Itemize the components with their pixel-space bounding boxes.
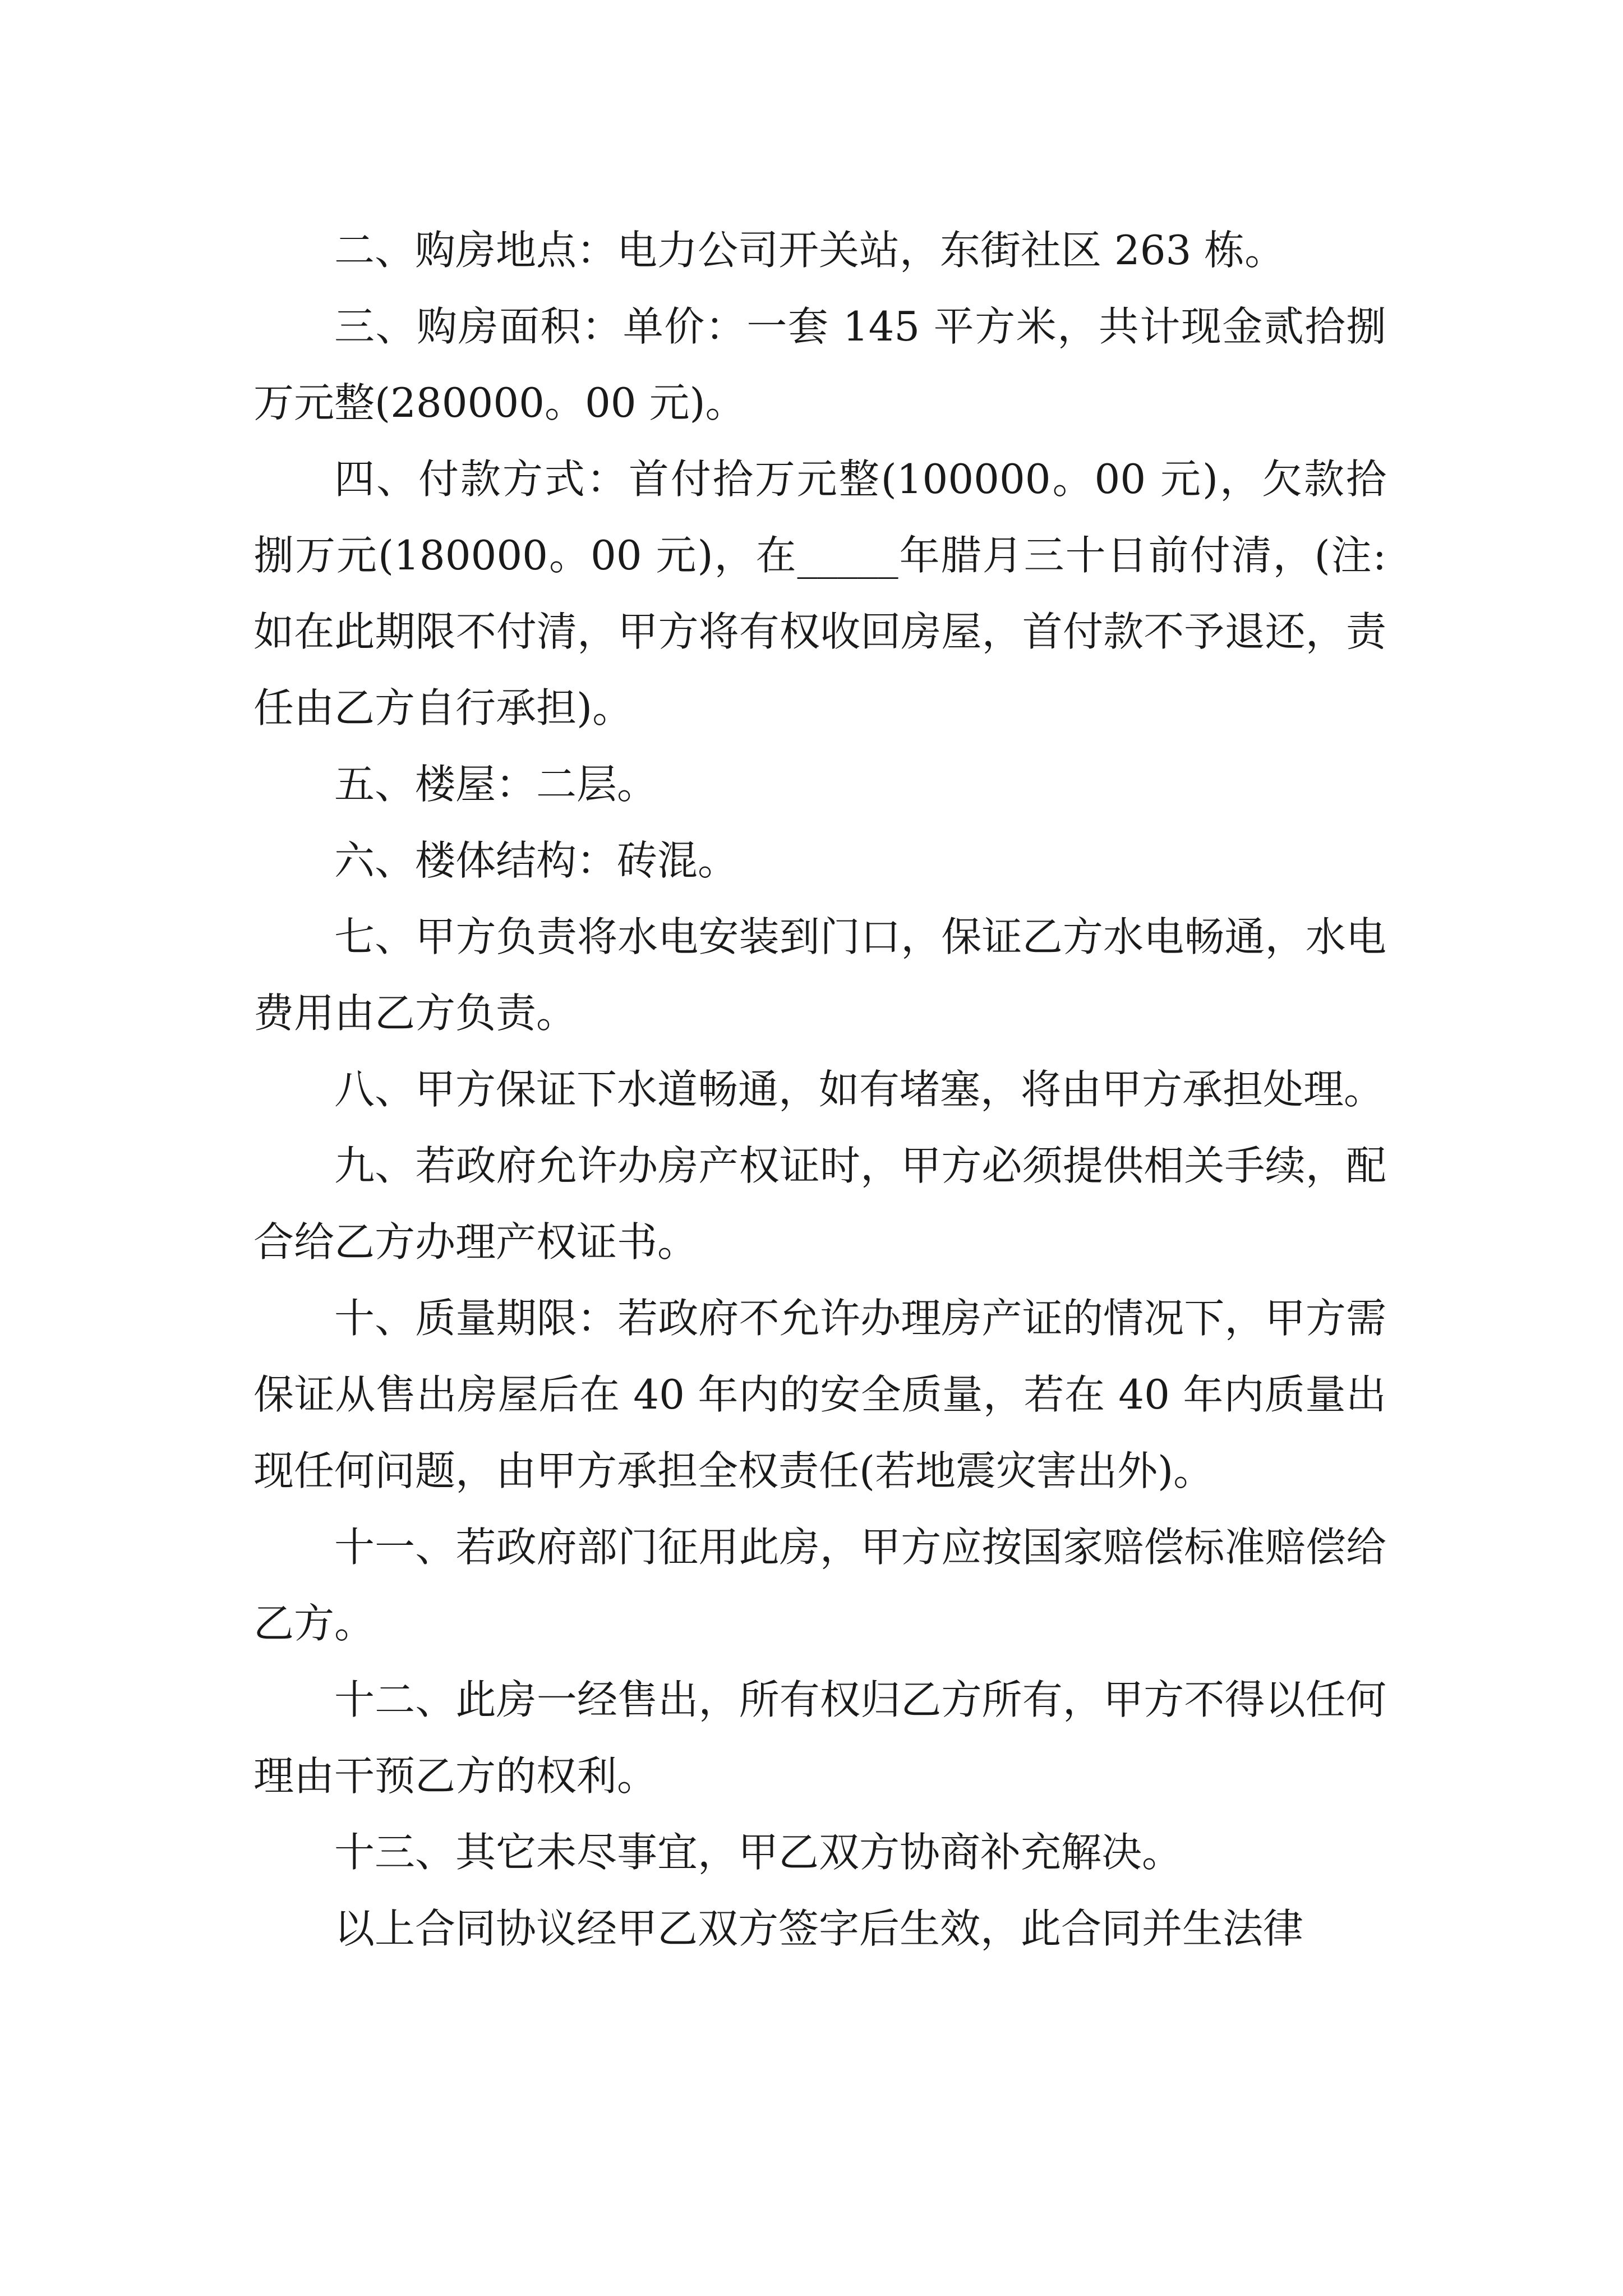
- document-body: [253, 212, 1386, 1967]
- clause-purchase-location: 二、购房地点：电力公司开关站，东街社区 263 栋。: [334, 227, 1285, 274]
- clause-quality-period: 十、质量期限：若政府不允许办理房产证的情况下，甲方需保证从售出房屋后在 40 年内的安全质量，若在 40 年内质量出现任何问题，由甲方承担全权责任(若地震灾害出外)。: [253, 1295, 1386, 1494]
- clause-ownership: 十二、此房一经售出，所有权归乙方所有，甲方不得以任何理由干预乙方的权利。: [253, 1676, 1386, 1800]
- clause-effectiveness: 以上合同协议经甲乙双方签字后生效，此合同并生法律: [334, 1905, 1304, 1952]
- clause-requisition: 十一、若政府部门征用此房，甲方应按国家赔偿标准赔偿给乙方。: [253, 1524, 1386, 1647]
- clause-other-matters: 十三、其它未尽事宜，甲乙双方协商补充解决。: [334, 1829, 1183, 1876]
- clause-purchase-area: 三、购房面积：单价：一套 145 平方米，共计现金贰拾捌万元整(280000。00 元)。: [253, 303, 1386, 426]
- clause-payment-method: 四、付款方式：首付拾万元整(100000。00 元)，欠款拾捌万元(180000。00 元)，在_____年腊月三十日前付清，(注:如在此期限不付清，甲方将有权收回房屋，首付款不予退还，责任由乙方自行承担)。: [253, 455, 1386, 731]
- clause-floor: 五、楼屋：二层。: [334, 761, 658, 808]
- clause-utilities: 七、甲方负责将水电安装到门口，保证乙方水电畅通，水电费用由乙方负责。: [253, 913, 1386, 1037]
- clause-structure: 六、楼体结构：砖混。: [334, 837, 739, 884]
- clause-drainage: 八、甲方保证下水道畅通，如有堵塞，将由甲方承担处理。: [334, 1066, 1385, 1113]
- clause-property-certificate: 九、若政府允许办房产权证时，甲方必须提供相关手续，配合给乙方办理产权证书。: [253, 1142, 1386, 1266]
